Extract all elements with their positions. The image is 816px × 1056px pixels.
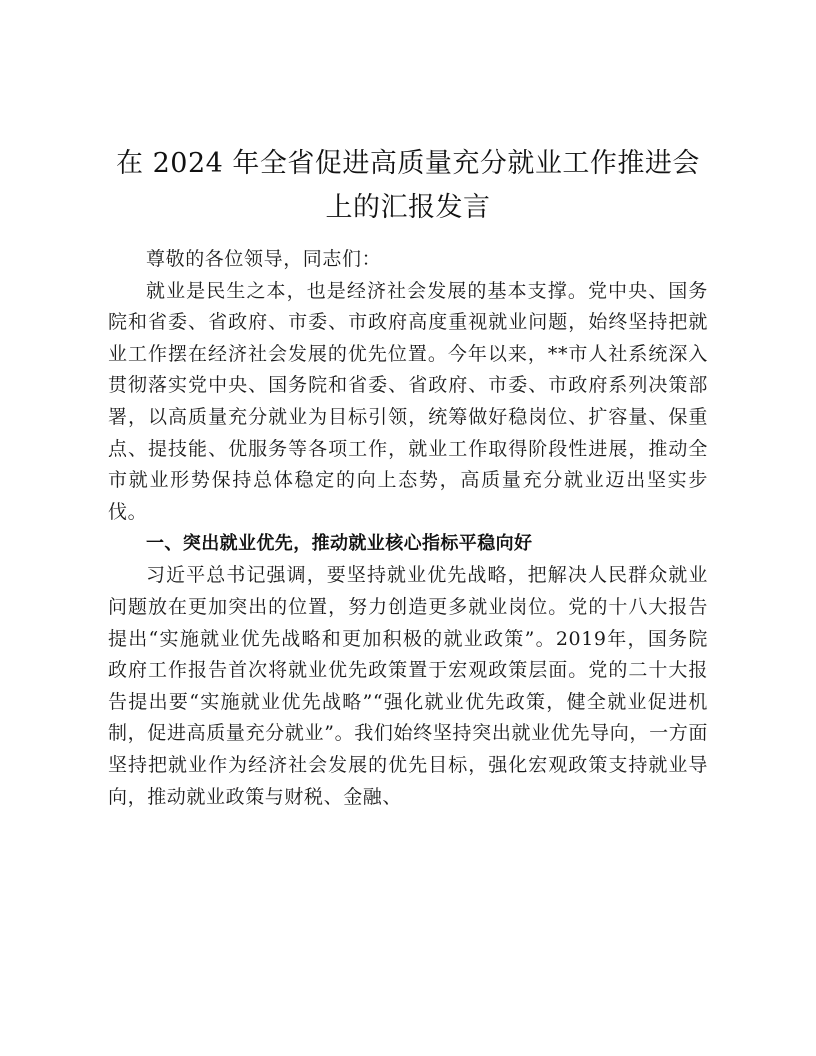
document-title: 在 2024 年全省促进高质量充分就业工作推进会上的汇报发言 — [116, 148, 700, 223]
section-1-paragraph: 习近平总书记强调，要坚持就业优先战略，把解决人民群众就业问题放在更加突出的位置，努力创造更多就业岗位。党的十八大报告提出“实施就业优先战略和更加积极的就业政策”。2019年，国务院政府工作报告首次将就业优先政策置于宏观政策层面。党的二十大报告提出要“实施就业优先战略”“强化就业优先政策，健全就业促进机制，促进高质量充分就业”。我们始终坚持突出就业优先导向，一方面坚持把就业作为经济社会发展的优先目标，强化宏观政策支持就业导向，推动就业政策与财税、金融、 — [108, 564, 708, 808]
section-heading-1: 一、突出就业优先，推动就业核心指标平稳向好 — [146, 533, 533, 555]
intro-paragraph: 就业是民生之本，也是经济社会发展的基本支撑。党中央、国务院和省委、省政府、市委、市政府高度重视就业问题，始终坚持把就业工作摆在经济社会发展的优先位置。今年以来，**市人社系统深入贯彻落实党中央、国务院和省委、省政府、市委、市政府系列决策部署，以高质量充分就业为目标引领，统筹做好稳岗位、扩容量、保重点、提技能、优服务等各项工作，就业工作取得阶段性进展，推动全市就业形势保持总体稳定的向上态势，高质量充分就业迈出坚实步伐。 — [108, 279, 708, 523]
document-body — [108, 142, 708, 813]
greeting: 尊敬的各位领导，同志们： — [146, 248, 382, 270]
